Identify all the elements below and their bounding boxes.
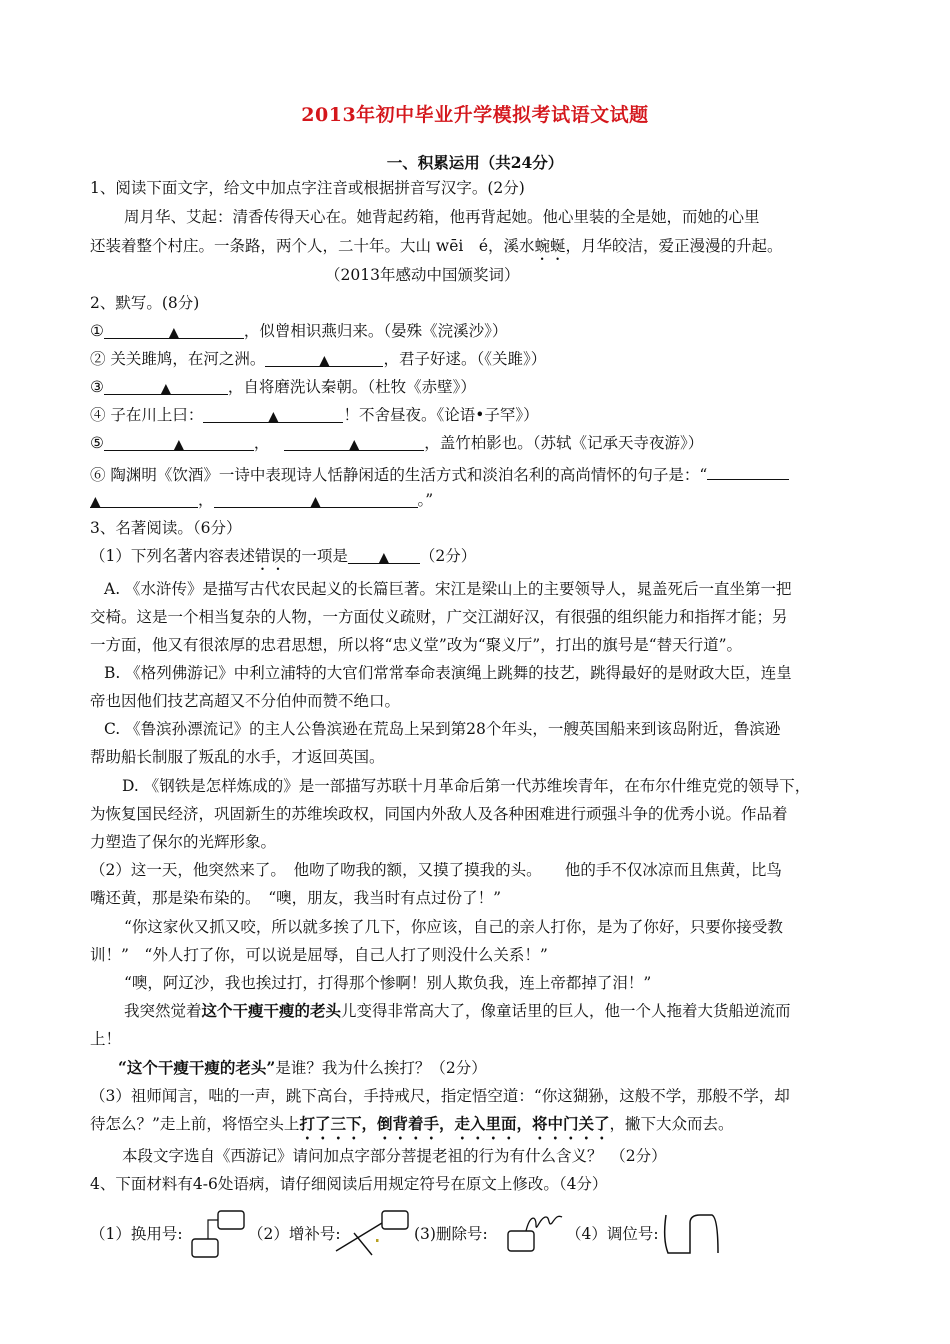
q2-line5: ⑤ ▲ ， ▲ ，盖竹柏影也。（苏轼《记承天寺夜游》） xyxy=(90,432,703,454)
triangle-icon: ▲ xyxy=(268,409,279,425)
q3-sub2-line4: 训！” “外人打了你，可以说是屈辱，自己人打了则没什么关系！” xyxy=(90,946,548,964)
q1-source: （2013年感动中国颁奖词） xyxy=(325,266,520,284)
q2-line1: ① ▲ ，似曾相识燕归来。（晏殊《浣溪沙》） xyxy=(90,320,507,342)
triangle-icon: ▲ xyxy=(319,353,330,369)
delete-mark-icon xyxy=(504,1209,570,1255)
q3-sub1: （1）下列名著内容表述错误的一项是 ▲ （2分） xyxy=(90,545,476,574)
answer-blank[interactable] xyxy=(707,461,789,480)
q3-option-a-line3: 一方面，他又有很浓厚的忠君思想，所以将“忠义堂”改为“聚义厅”，打出的旗号是“替天行道”。 xyxy=(90,636,743,654)
q3-option-d-line3: 力塑造了保尔的光辉形象。 xyxy=(90,833,277,851)
answer-blank[interactable] xyxy=(265,348,383,367)
q3-option-b-line2: 帝也因他们技艺高超又不分伯仲而赞不绝口。 xyxy=(90,692,401,710)
q3-sub2-line5: “噢，阿辽沙，我也挨过打，打得那个惨啊！别人欺负我，连上帝都掉了泪！” xyxy=(124,974,652,992)
q2-line6b: ▲ ， ▲ 。” xyxy=(90,489,433,511)
answer-blank[interactable] xyxy=(214,489,418,508)
q3-sub2-line1: （2）这一天，他突然来了。 他吻了吻我的额，又摸了摸我的头。 他的手不仅冰凉而且焦黄，比鸟 xyxy=(90,861,782,879)
q1-prompt: 1、阅读下面文字，给文中加点字注音或根据拼音写汉字。(2分) xyxy=(90,179,525,197)
triangle-icon: ▲ xyxy=(90,494,101,510)
mark-label-insert: （2）增补号: xyxy=(248,1225,341,1243)
triangle-icon: ▲ xyxy=(160,381,172,397)
q3-sub2-question: “这个干瘦干瘦的老头”是谁？我为什么挨打？（2分） xyxy=(118,1058,487,1077)
q3-sub2-line7: 上！ xyxy=(90,1030,122,1048)
reorder-mark-icon xyxy=(660,1209,724,1257)
q3-option-a-line1: A. 《水浒传》是描写古代农民起义的长篇巨著。宋江是梁山上的主要领导人，晁盖死后一直坐第一把 xyxy=(104,580,792,598)
answer-blank[interactable] xyxy=(348,545,420,564)
q3-option-d-line1: D. 《钢铁是怎样炼成的》是一部描写苏联十月革命后第一代苏维埃青年，在布尔什维克党的领导下， xyxy=(122,777,811,795)
q3-option-c-line1: C. 《鲁滨孙漂流记》的主人公鲁滨逊在荒岛上呆到第28个年头，一艘英国船来到该岛附近，鲁滨逊 xyxy=(104,720,781,738)
q3-sub3-line2: 待怎么？”走上前，将悟空头上打了三下，倒背着手，走入里面，将中门关了，撇下大众而去。 xyxy=(90,1114,734,1133)
triangle-icon: ▲ xyxy=(310,494,321,510)
answer-blank[interactable] xyxy=(104,432,254,451)
q2-line2: ② 关关雎鸠，在河之洲。 ▲ ，君子好逑。（《关雎》） xyxy=(90,348,546,370)
q3-sub3-line1: （3）祖师闻言，咄的一声，跳下高台，手持戒尺，指定悟空道：“你这猢狲，这般不学，那般不学，却 xyxy=(90,1087,790,1105)
q3-sub3-question: 本段文字选自《西游记》请问加点字部分菩提老祖的行为有什么含义？ （2分） xyxy=(122,1147,667,1165)
q2-line3: ③ ▲ ，自将磨洗认秦朝。（杜牧《赤壁》） xyxy=(90,376,476,398)
q3-prompt: 3、名著阅读。（6分） xyxy=(90,519,242,537)
triangle-icon: ▲ xyxy=(378,550,390,566)
answer-blank[interactable] xyxy=(284,432,424,451)
q2-line4: ④ 子在川上曰： ▲ ！不舍昼夜。《论语•子罕》） xyxy=(90,404,539,426)
replace-mark-icon xyxy=(188,1209,250,1259)
q3-option-d-line2: 为恢复国民经济，巩固新生的苏维埃政权，同国内外敌人及各种困难进行顽强斗争的优秀小说。作品着 xyxy=(90,805,788,823)
mark-label-delete: (3)删除号: xyxy=(414,1225,488,1243)
triangle-icon: ▲ xyxy=(168,325,180,341)
q3-option-c-line2: 帮助船长制服了叛乱的水手，才返回英国。 xyxy=(90,748,385,766)
triangle-icon: ▲ xyxy=(348,437,360,453)
q2-prompt: 2、默写。(8分) xyxy=(90,294,200,312)
insert-mark-icon xyxy=(332,1207,414,1259)
q1-passage-line2: 还装着整个村庄。一条路，两个人，二十年。大山 wēi é，溪水蜿蜒，月华皎洁，爱正漫漫的升起。 xyxy=(90,237,783,255)
q3-sub2-line6: 我突然觉着这个干瘦干瘦的老头儿变得非常高大了，像童话里的巨人，他一个人拖着大货船逆流而 xyxy=(124,1001,791,1020)
q3-sub2-line2: 嘴还黄，那是染布染的。 “噢，朋友，我当时有点过份了！” xyxy=(90,889,502,907)
q4-prompt: 4、下面材料有4-6处语病，请仔细阅读后用规定符号在原文上修改。（4分） xyxy=(90,1175,608,1193)
section-heading: 一、积累运用（共24分） xyxy=(386,153,564,172)
q3-sub2-line3: “你这家伙又抓又咬，所以就多挨了几下，你应该，自己的亲人打你，是为了你好，只要你接受教 xyxy=(124,918,783,936)
q2-line6: ⑥ 陶渊明《饮酒》一诗中表现诗人恬静闲适的生活方式和淡泊名利的高尚情怀的句子是：“ xyxy=(90,461,789,486)
q3-option-a-line2: 交椅。这是一个相当复杂的人物，一方面仗义疏财，广交江湖好汉，有很强的组织能力和指挥才能；另 xyxy=(90,608,788,626)
mark-label-reorder: （4）调位号: xyxy=(566,1225,659,1243)
answer-blank[interactable] xyxy=(104,376,228,395)
q3-option-b-line1: B. 《格列佛游记》中利立浦特的大官们常常奉命表演绳上跳舞的技艺，跳得最好的是财政大臣，连皇 xyxy=(104,664,792,682)
triangle-icon: ▲ xyxy=(173,437,185,453)
answer-blank[interactable] xyxy=(203,404,343,423)
mark-label-replace: （1）换用号: xyxy=(90,1225,183,1243)
exam-title: 2013年初中毕业升学模拟考试语文试题 xyxy=(301,104,649,126)
correction-marks-legend xyxy=(0,1205,950,1265)
dotted-characters: 蜿蜒 xyxy=(534,237,566,255)
answer-blank[interactable] xyxy=(90,489,198,508)
answer-blank[interactable] xyxy=(104,320,244,339)
q1-passage-line1: 周月华、艾起：清香传得天心在。她背起药箱，他再背起她。他心里装的全是她，而她的心里 xyxy=(124,208,760,226)
